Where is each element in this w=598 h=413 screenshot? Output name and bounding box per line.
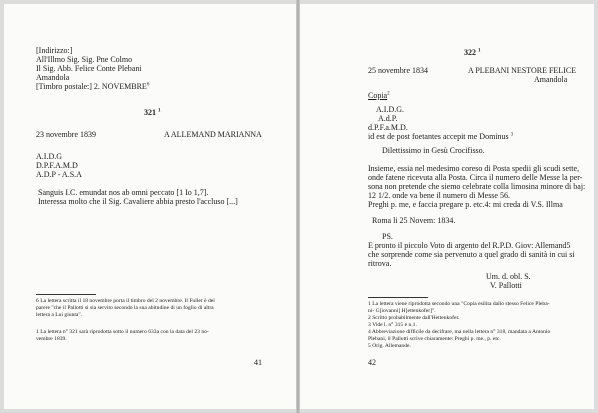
footnote-line: Plebani, il Pallotti scrive chiaramente: Preghi p. me., p. etc. <box>368 336 501 342</box>
postmark-text: [Timbro postale:] 2. NOVEMBRE <box>36 82 147 91</box>
footnote-ref: 3 <box>510 132 514 138</box>
body-line: Insieme, essia nel medesimo coreso di Posta spedii gli scudi sette, <box>368 164 580 173</box>
letter-recipient: A PLEBANI NESTORE FELICE <box>468 66 577 75</box>
latin-text: id est de post foetantes accepit me Dominus <box>368 132 509 141</box>
ps-line: E pronto il piccolo Voto di argento del R.P.D. Giov: Allemand5 <box>368 241 571 250</box>
ps-label: PS. <box>382 232 393 241</box>
signature: V. Pallotti <box>490 281 522 290</box>
letter-number <box>144 108 161 118</box>
footnote-line: 3 Vide l. n° 315 e n.1. <box>368 322 417 328</box>
letter-place: Amandola <box>534 75 568 84</box>
invocation-line: A.D.P - A.S.A <box>36 170 82 179</box>
footnote-line: 6 La lettera scritta il 18 novembre porta il timbro del 2 novembre. Il Fuller è del <box>36 298 215 304</box>
dateline: Roma li 25 Novem: 1834. <box>372 216 456 225</box>
letter-number-value: 322 <box>464 48 476 57</box>
footnote-ref: 1 <box>478 48 481 54</box>
footnote-line: 1 La lettera n° 321 sarà riprodotta sotto il numero 633a con la data del 23 no- <box>36 329 209 335</box>
invocation-line: D.P.F.A.M.D <box>36 161 78 170</box>
ps-line: ritrova. <box>368 259 392 268</box>
ps-line: che sorprende come sia pervenuto a quel grado di sanità in cui si <box>368 250 575 259</box>
left-page <box>4 4 296 409</box>
page-number: 42 <box>368 358 376 367</box>
page-number: 41 <box>254 358 262 367</box>
right-page <box>300 4 594 409</box>
footnote-line: vembre 1839. <box>36 336 67 342</box>
footnote-rule <box>368 297 428 298</box>
body-line: 12 1/2. onde va bene il numero di Messe 56. <box>368 191 510 200</box>
salutation: Dilettissimo in Gesù Crocifisso. <box>382 146 485 155</box>
body-line: sona non pretende che siemo celebrate colla limosina minore di baj: <box>368 182 586 191</box>
invocation-line: d.P.F.a.M.D. <box>368 123 408 132</box>
letter-date: 23 novembre 1839 <box>36 130 96 139</box>
body-line: Sanguis I.C. emundat nos ab omni peccato [1 Io 1,7]. <box>38 188 209 197</box>
letter-recipient: A ALLEMAND MARIANNA <box>164 130 262 139</box>
footnote-rule <box>36 294 96 295</box>
letter-number <box>464 48 481 58</box>
invocation-line: A.I.D.G. <box>376 105 404 114</box>
body-line: onde fatene ricevuta alla Posta. Circa il numero delle Messe la per- <box>368 173 583 182</box>
footnote-line: 4 Abbreviazione difficile da decifrare, ma nella lettera n° 318, mandata a Antonio <box>368 329 551 335</box>
address-line: [Indirizzo:] <box>36 46 73 55</box>
footnote-line: ni- G[iovanni] H[ettenkofer]". <box>368 308 436 314</box>
footnote-line: 5 Orig. Allemande. <box>368 343 411 349</box>
footnote-ref: 2 <box>387 91 390 97</box>
address-line: All'Illmo Sig. Sig. Pne Colmo <box>36 55 133 64</box>
postmark-line <box>36 82 149 92</box>
footnote-line: 2 Scritto probabilmente dall'Hettenkofer. <box>368 315 460 321</box>
closing-line: Um. d. obl. S. <box>486 272 531 281</box>
address-line: Amandola <box>36 73 70 82</box>
footnote-ref: 6 <box>146 82 150 88</box>
footnote-line: lettera a Lui giunta". <box>36 312 83 318</box>
latin-line <box>368 132 513 142</box>
invocation-line: A.d.P. <box>378 114 398 123</box>
footnote-line: parere "che il Pallotti si sia servito secondo la sua abitudine di un foglio di altra <box>36 305 214 311</box>
copy-label <box>368 91 390 101</box>
footnote-ref: 1 <box>158 108 161 114</box>
invocation-line: A.I.D.G <box>36 152 62 161</box>
body-line: Interessa molto che il Sig. Cavaliere abbia presto l'accluso [...] <box>38 197 238 206</box>
address-line: Il Sig. Abb. Felice Conte Plebani <box>36 64 142 73</box>
body-line: Preghi p. me, e faccia pregare p. etc.4: mi creda di V.S. Illma <box>368 200 563 209</box>
letter-date: 25 novembre 1834 <box>368 66 428 75</box>
copy-label-text: Copia <box>368 91 388 100</box>
letter-number-value: 321 <box>144 108 156 117</box>
footnote-line: 1 La lettera viene riprodotta secondo una "Copia esilita dallo stesso Felice Pleba- <box>368 301 550 307</box>
